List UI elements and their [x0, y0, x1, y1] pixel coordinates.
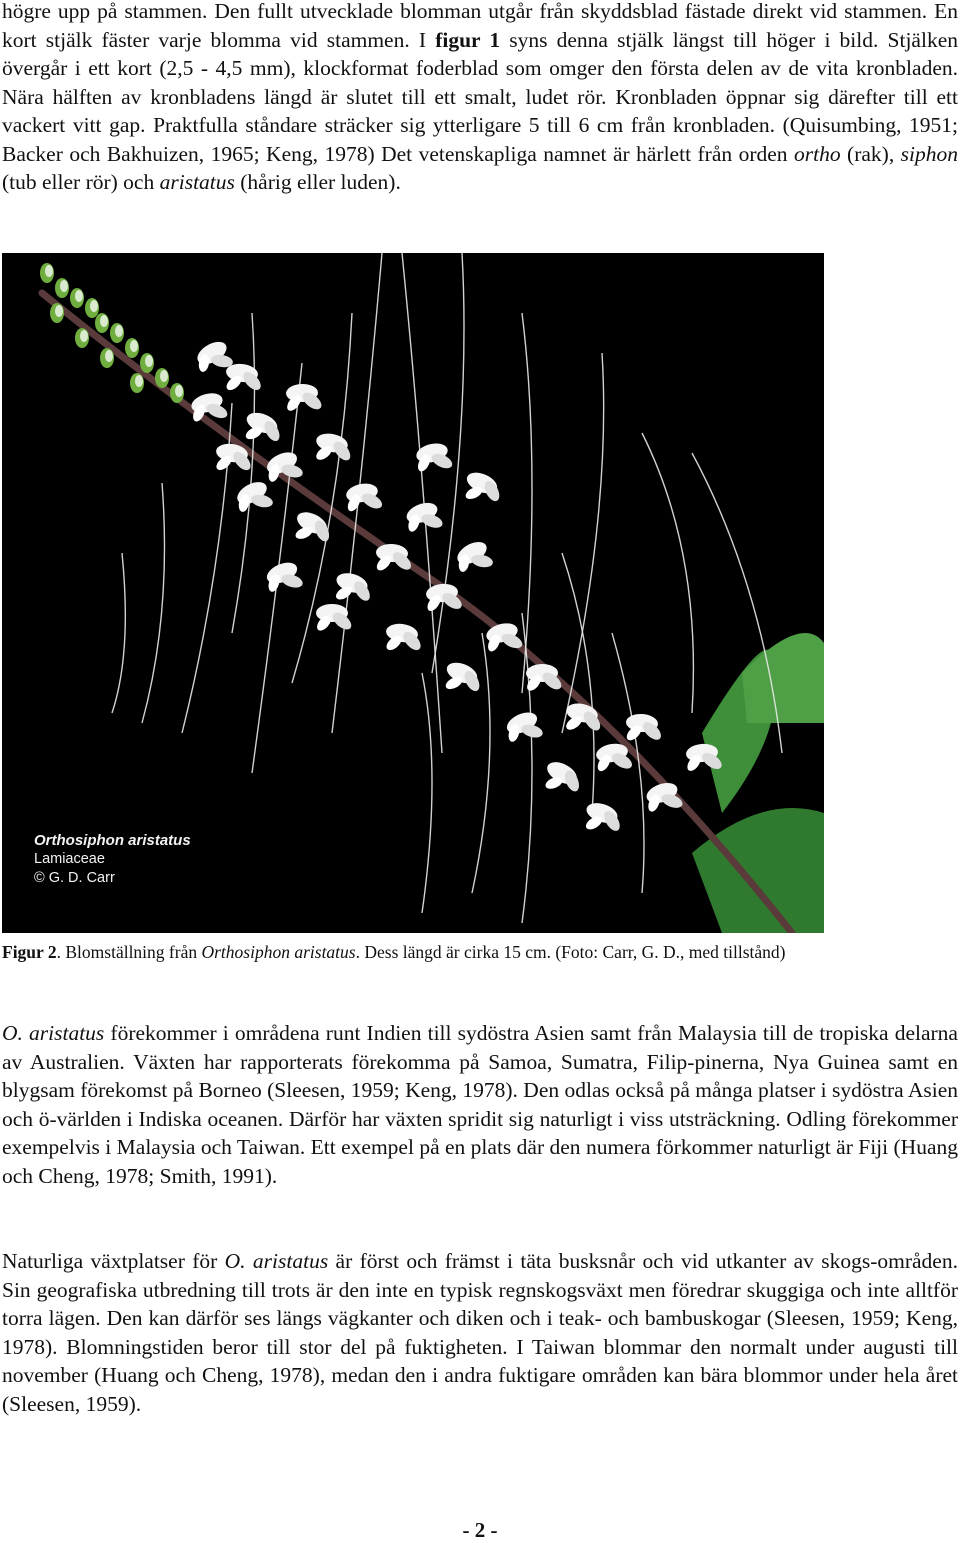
- bud-highlight: [90, 300, 98, 312]
- paragraph-segment: O. aristatus: [2, 1021, 105, 1045]
- bud-highlight: [145, 355, 153, 367]
- paragraph-intro: [2, 0, 958, 197]
- photo-label-credit: © G. D. Carr: [34, 870, 115, 886]
- paragraph-segment: figur 1: [435, 27, 501, 52]
- paragraph-habitat: [2, 1247, 958, 1418]
- paragraph-segment: (tub eller rör) och: [2, 170, 160, 194]
- bud-highlight: [160, 370, 168, 382]
- bud-highlight: [130, 340, 138, 352]
- bud-highlight: [135, 375, 143, 387]
- paragraph-segment: siphon: [900, 141, 959, 166]
- figure-photo: [2, 253, 824, 933]
- paragraph-segment: högre upp på stammen. Den fullt utvecklade blomman utgår från skyddsblad fästade direkt vid stammen. En kort stjälk fäster varje blomma vid stammen. I: [2, 0, 958, 52]
- paragraph-segment: (hårig eller luden).: [234, 170, 401, 194]
- photo-label-species: Orthosiphon aristatus: [34, 832, 191, 849]
- page-number: - 2 -: [462, 1518, 498, 1542]
- paragraph-segment: aristatus: [159, 170, 235, 194]
- caption-label: Figur 2: [2, 942, 57, 962]
- bud-highlight: [115, 325, 123, 337]
- bud-highlight: [45, 265, 53, 277]
- paragraph-segment: förekommer i områdena runt Indien till sydöstra Asien samt från Malaysia till de tropiska delarna av Australien. Växten har rapporterats förekomma på Samoa, Sumatra, Filip-pinerna, Nya Guinea samt en blygsam förekomst på Borneo (Sleesen, 1959; Keng, 1978). Den odlas också på många platser i sydöstra Asien och ö-världen i Indiska oceanen. Därför har växten spridit sig naturligt i viss utsträckning. Odling förekommer exempelvis i Malaysia och Taiwan. Ett exempel på en plats där den numera förkommer naturligt är Fiji (Huang och Cheng, 1978; Smith, 1991).: [2, 1021, 958, 1188]
- paragraph-segment: O. aristatus: [224, 1249, 329, 1273]
- paragraph-segment: Naturliga växtplatser för: [2, 1249, 225, 1273]
- caption-species: Orthosiphon aristatus: [201, 942, 356, 962]
- bud-highlight: [60, 280, 68, 292]
- bud-highlight: [80, 330, 88, 342]
- paragraph-segment: (rak),: [840, 141, 901, 166]
- bud-highlight: [75, 290, 83, 302]
- paragraph-segment: är först och främst i täta busksnår och vid utkanter av skogs-områden. Sin geografiska utbredning till trots är den inte en typisk regnskogsväxt men föredrar skuggiga och inte alltför torra lägen. Den kan därför ses längs vägkanter och diken och i teak- och bambuskogar (Sleesen, 1959; Keng, 1978). Blomningstiden beror till stor del på fuktigheten. I Taiwan blommar den normalt under augusti till november (Huang och Cheng, 1978), medan den i andra fuktigare områden kan bära blommor under hela året (Sleesen, 1959).: [2, 1249, 958, 1416]
- bud-highlight: [100, 315, 108, 327]
- bud-highlight: [175, 385, 183, 397]
- paragraph-segment: syns denna stjälk längst till höger i bild. Stjälken övergår i ett kort (2,5 - 4,5 mm), klockformat foderblad som omger den första delen av de vita kronbladen. Nära hälften av kronbladens längd är slutet till ett smalt, ludet rör. Kronbladen öppnar sig därefter till ett vackert vitt gap. Praktfulla ståndare sträcker sig ytterligare 5 till 6 cm från kronbladen. (Quisumbing, 1951; Backer och Bakhuizen, 1965; Keng, 1978) Det vetenskapliga namnet är härlett från orden: [2, 27, 958, 166]
- bud-highlight: [55, 305, 63, 317]
- photo-label: [34, 831, 191, 888]
- caption-text-2: . Dess längd är cirka 15 cm. (Foto: Carr, G. D., med tillstånd): [355, 942, 786, 962]
- figure-caption: [2, 938, 822, 966]
- paragraph-segment: ortho: [794, 141, 841, 166]
- bud-highlight: [105, 350, 113, 362]
- caption-text-1: . Blomställning från: [56, 942, 202, 962]
- photo-label-family: Lamiaceae: [34, 851, 105, 867]
- paragraph-distribution: [2, 1019, 958, 1190]
